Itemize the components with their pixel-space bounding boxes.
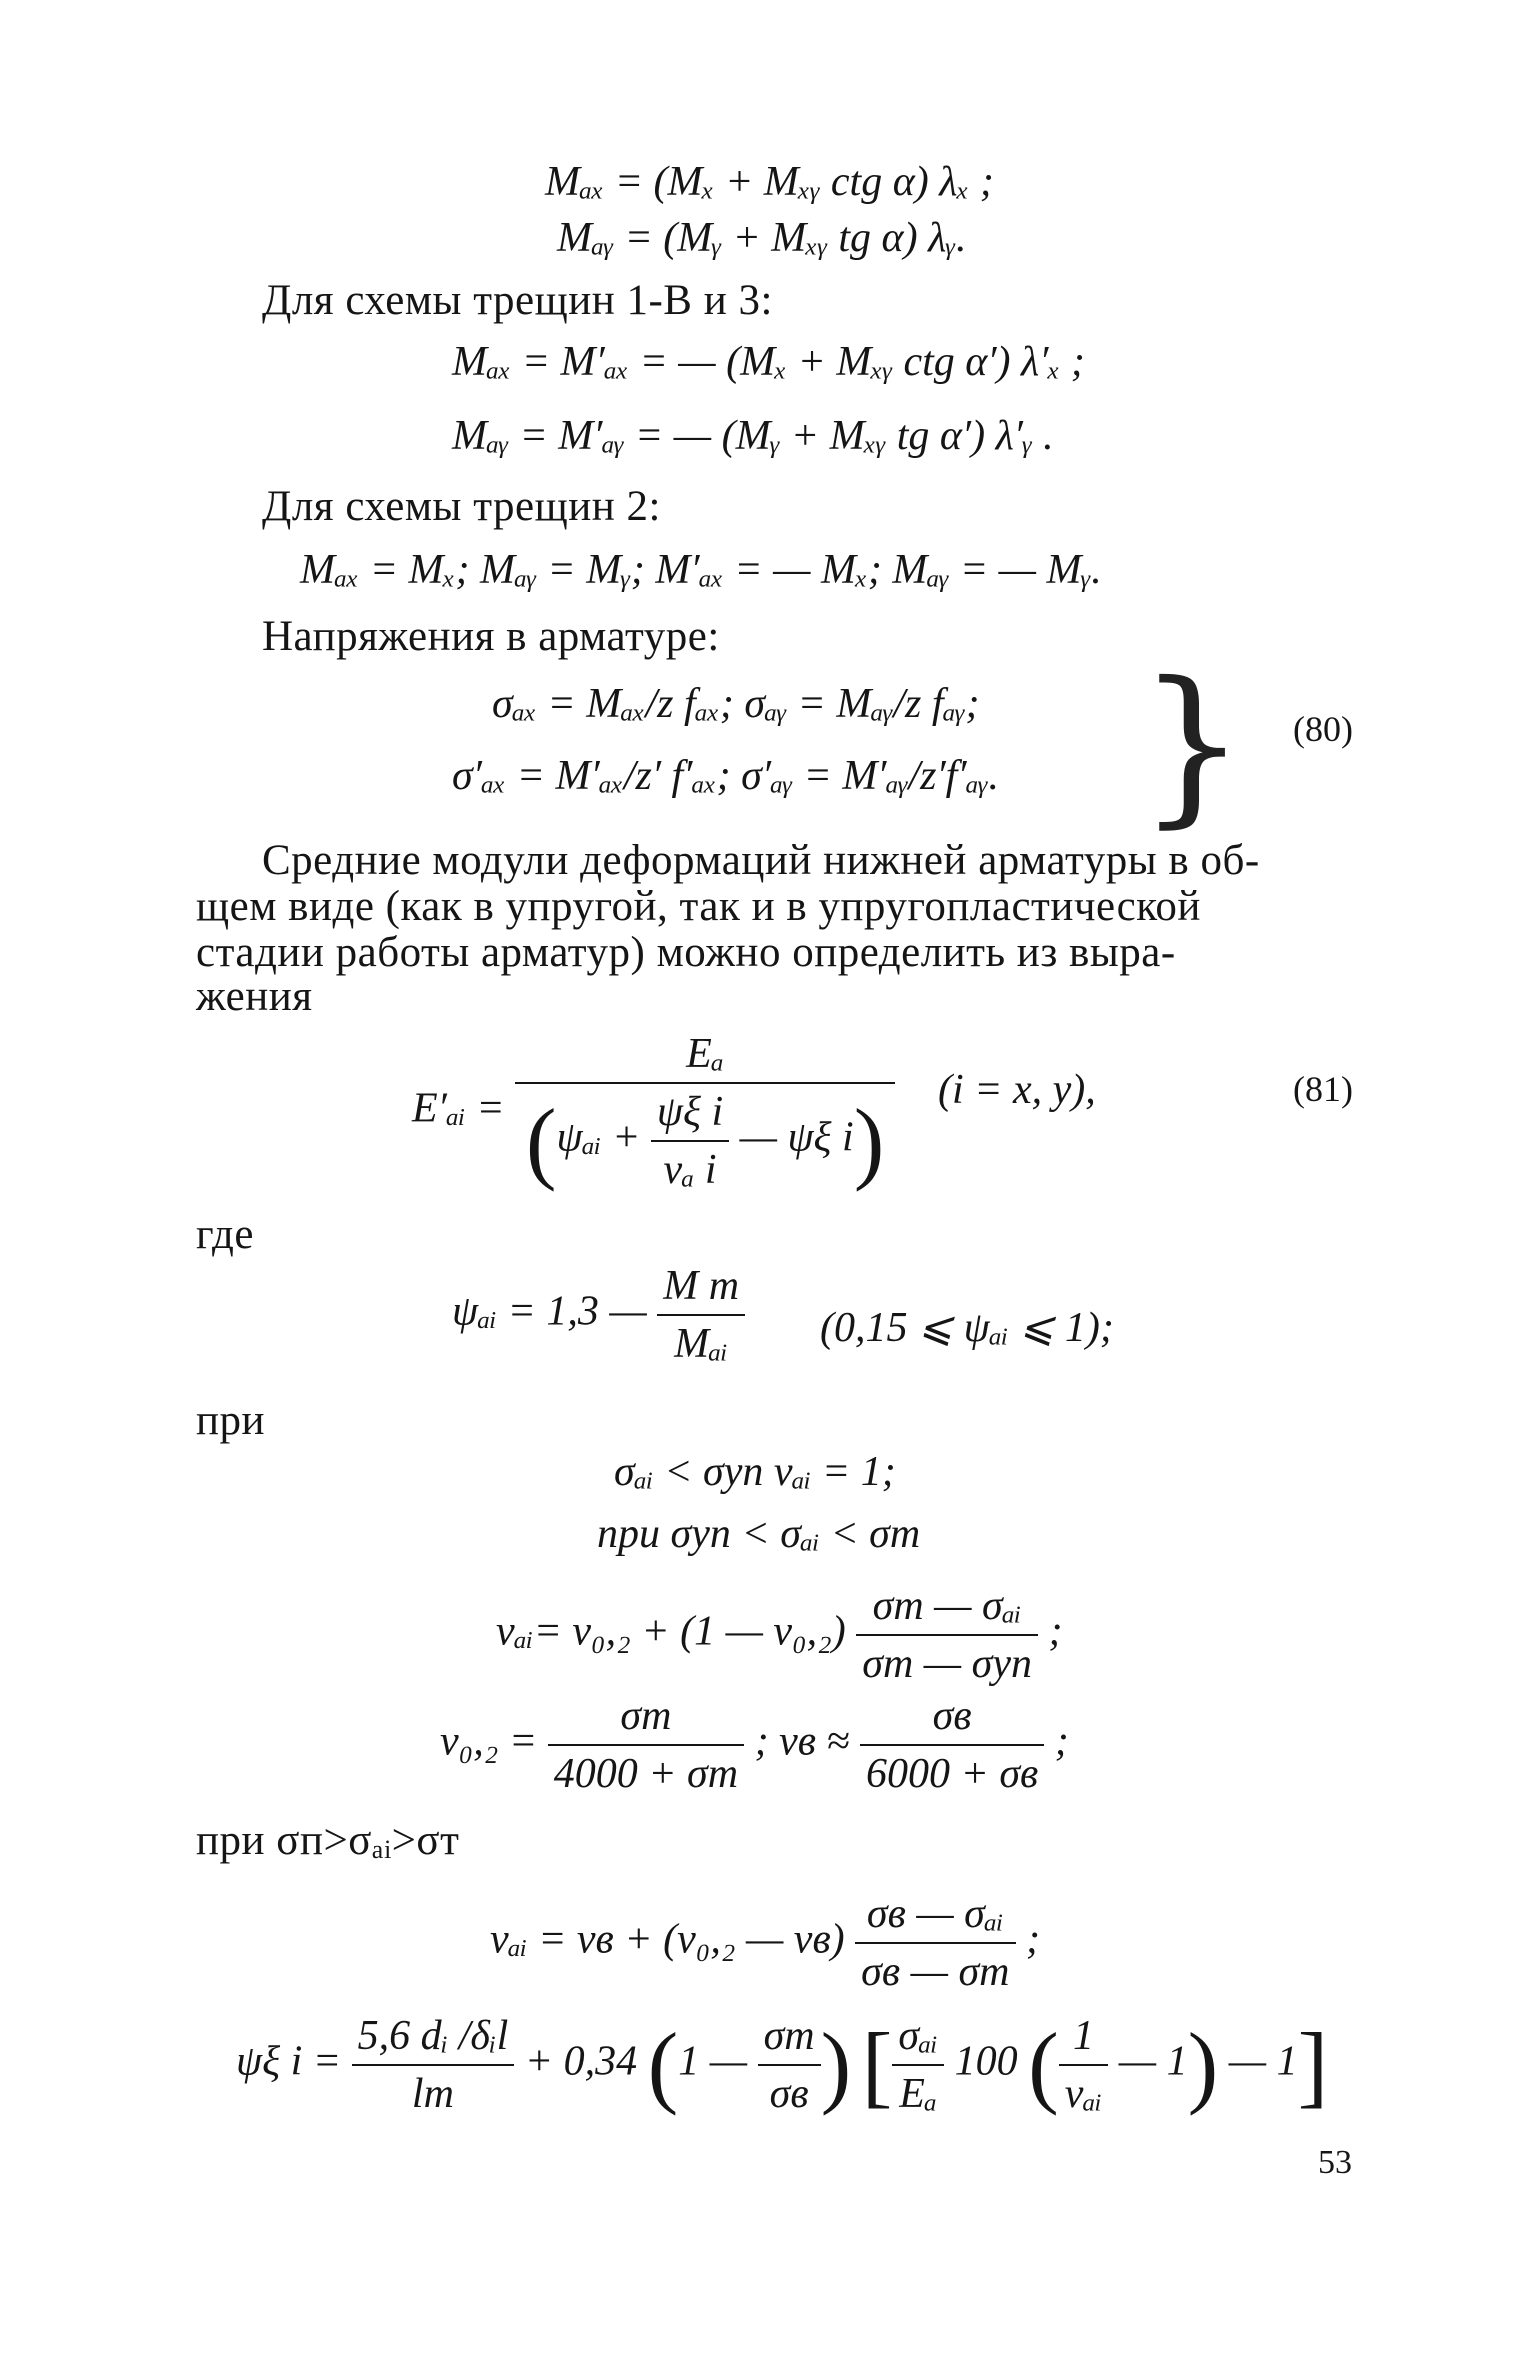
fraction-bar <box>548 1744 744 1746</box>
eq-psi-num: M т <box>663 1263 740 1309</box>
equation-sigma-line2: при σуп < σₐᵢ < σт <box>597 1511 921 1557</box>
eq-nuai-num: σв — σₐᵢ <box>866 1891 1004 1937</box>
eq-psixi-i-num: 1 <box>1073 2013 1094 2059</box>
equation-may: Mₐᵧ = (Mᵧ + Mₓᵧ tg α) λᵧ. <box>557 215 967 261</box>
eq81-numerator: Eₐ <box>686 1031 725 1077</box>
right-brace: } <box>1138 646 1247 844</box>
equation-number-80: (80) <box>1293 709 1353 749</box>
eq-nu-end: ; <box>1048 1608 1063 1655</box>
left-paren: ( <box>1028 2014 1059 2116</box>
eq-nuv-fraction <box>860 1692 1044 1798</box>
eq-psixi-den: lт <box>411 2071 454 2117</box>
eq-psixi-p-fraction <box>758 2012 821 2118</box>
equation-80-line1: σₐₓ = Mₐₓ/z fₐₓ; σₐᵧ = Mₐᵧ/z fₐᵧ; <box>492 681 980 727</box>
eq81-condition: (i = x, y), <box>938 1067 1096 1113</box>
eq-psixi-i-den: νₐᵢ <box>1064 2071 1103 2117</box>
eq-nuai-end: ; <box>1026 1916 1041 1963</box>
eq-nuai-fraction <box>855 1890 1015 1996</box>
eq-nu02-den: 4000 + σт <box>553 1751 739 1797</box>
eq-psixi-b-mid: 100 <box>954 2038 1018 2085</box>
eq-nu02-fraction <box>548 1692 744 1798</box>
text-where: где <box>196 1211 254 1258</box>
eq-psixi-tail: — 1 <box>1228 2038 1298 2085</box>
fraction-bar <box>860 1744 1044 1746</box>
text-stress: Напряжения в арматуре: <box>262 613 720 660</box>
equation-psi-ai <box>452 1262 745 1368</box>
eq-nuai-lhs: νₐᵢ = νв + (ν₀,₂ — νв) <box>490 1916 845 1963</box>
eq-psixi-p-den: σв <box>769 2071 809 2117</box>
equation-number-81: (81) <box>1293 1069 1353 1109</box>
right-paren: ) <box>853 1090 885 1192</box>
fraction-bar <box>855 1942 1015 1944</box>
eq-nuai-den: σв — σт <box>861 1949 1010 1995</box>
eq81-den-a: ψₐᵢ + <box>556 1114 641 1161</box>
paragraph-line-3: стадии работы арматур) можно определить из выра- <box>196 929 1176 976</box>
eq81-lhs: E′ₐᵢ = <box>412 1085 505 1132</box>
eq-psixi-p-num: σт <box>763 2013 815 2059</box>
fraction-bar <box>515 1082 895 1084</box>
fraction-bar <box>892 2064 944 2066</box>
eq-psi-den: Mₐᵢ <box>674 1321 729 1367</box>
paragraph-line-4: жения <box>196 973 313 1020</box>
eq-nu-lhs: νₐᵢ= ν₀,₂ + (1 — ν₀,₂) <box>496 1608 846 1655</box>
eq-psixi-b-num: σₐᵢ <box>898 2013 939 2059</box>
eq-nu-fraction <box>856 1582 1038 1688</box>
equation-80-line2: σ′ₐₓ = M′ₐₓ/z′ f′ₐₓ; σ′ₐᵧ = M′ₐᵧ/z′f′ₐᵧ. <box>452 753 999 799</box>
fraction-bar <box>1059 2064 1109 2066</box>
fraction-bar <box>657 1314 745 1316</box>
eq-nu02-sep: ; νв ≈ <box>754 1718 850 1765</box>
eq-psixi-p-a: 1 — <box>678 2038 748 2085</box>
equation-nu02 <box>440 1692 1069 1798</box>
eq-psixi-lhs: ψξ i = <box>236 2038 342 2085</box>
eq-psixi-mid: + 0,34 <box>524 2038 638 2085</box>
paragraph-line-1: Средние модули деформаций нижней арматуры в об- <box>262 837 1260 884</box>
eq-psixi-i-end: — 1 <box>1118 2038 1188 2085</box>
right-paren: ) <box>1187 2014 1219 2116</box>
eq-nuv-end: ; <box>1054 1718 1069 1765</box>
eq81-inner-den: νₐ i <box>663 1147 717 1193</box>
eq81-inner-fraction <box>651 1088 729 1194</box>
left-paren: ( <box>525 1090 557 1192</box>
eq-psixi-fraction <box>352 2012 515 2118</box>
eq81-denominator <box>515 1088 895 1194</box>
eq-nu02-num: σт <box>620 1693 672 1739</box>
text-scheme-2: Для схемы трещин 2: <box>262 483 661 530</box>
equation-max-1b3: Mₐₓ = M′ₐₓ = — (Mₓ + Mₓᵧ ctg α′) λ′ₓ ; <box>452 339 1085 385</box>
left-paren: ( <box>647 2014 679 2116</box>
eq-nu02-lhs: ν₀,₂ = <box>440 1718 538 1765</box>
eq-nuv-den: 6000 + σв <box>866 1751 1039 1797</box>
eq81-inner-num: ψξ i <box>656 1089 724 1135</box>
equation-sigma-line1: σₐᵢ < σуп νₐᵢ = 1; <box>614 1449 896 1495</box>
equation-nu-ai-2 <box>490 1890 1040 1996</box>
fraction-bar <box>651 1140 729 1142</box>
eq-nu-den: σт — σуп <box>862 1641 1033 1687</box>
paragraph-line-2: щем виде (как в упругой, так и в упругопластической <box>196 883 1201 930</box>
text-at: при <box>196 1397 266 1444</box>
eq81-fraction <box>515 1030 895 1194</box>
equation-81 <box>412 1030 895 1194</box>
page-number: 53 <box>1318 2144 1352 2181</box>
equation-psi-xi <box>236 2012 1328 2118</box>
equation-scheme-2: Mₐₓ = Mₓ; Mₐᵧ = Mᵧ; M′ₐₓ = — Mₓ; Mₐᵧ = — Mᵧ. <box>300 547 1102 593</box>
right-paren: ) <box>820 2014 852 2116</box>
equation-nu-ai <box>496 1582 1063 1688</box>
eq-nu-num: σт — σₐᵢ <box>872 1583 1022 1629</box>
equation-may-1b3: Mₐᵧ = M′ₐᵧ = — (Mᵧ + Mₓᵧ tg α′) λ′ᵧ . <box>452 413 1054 459</box>
eq81-den-b: — ψξ i <box>739 1114 854 1161</box>
eq-psixi-num: 5,6 dᵢ /δᵢl <box>357 2013 509 2059</box>
fraction-bar <box>352 2064 515 2066</box>
eq-psi-fraction <box>657 1262 745 1368</box>
eq-nuv-num: σв <box>932 1693 972 1739</box>
equation-max: Mₐₓ = (Mₓ + Mₓᵧ ctg α) λₓ ; <box>545 159 994 205</box>
eq-psixi-i-fraction <box>1059 2012 1109 2118</box>
text-scheme-1b3: Для схемы трещин 1-В и 3: <box>262 277 773 324</box>
eq-psixi-b-den: Eₐ <box>899 2071 938 2117</box>
fraction-bar <box>856 1634 1038 1636</box>
text-at-range: при σп>σₐᵢ>σт <box>196 1817 460 1864</box>
left-bracket: [ <box>861 2014 893 2116</box>
right-bracket: ] <box>1297 2014 1329 2116</box>
eq-psi-condition: (0,15 ⩽ ψₐᵢ ⩽ 1); <box>820 1305 1114 1351</box>
fraction-bar <box>758 2064 821 2066</box>
eq-psi-lhs: ψₐᵢ = 1,3 — <box>452 1288 647 1335</box>
eq-psixi-b-fraction <box>892 2012 944 2118</box>
